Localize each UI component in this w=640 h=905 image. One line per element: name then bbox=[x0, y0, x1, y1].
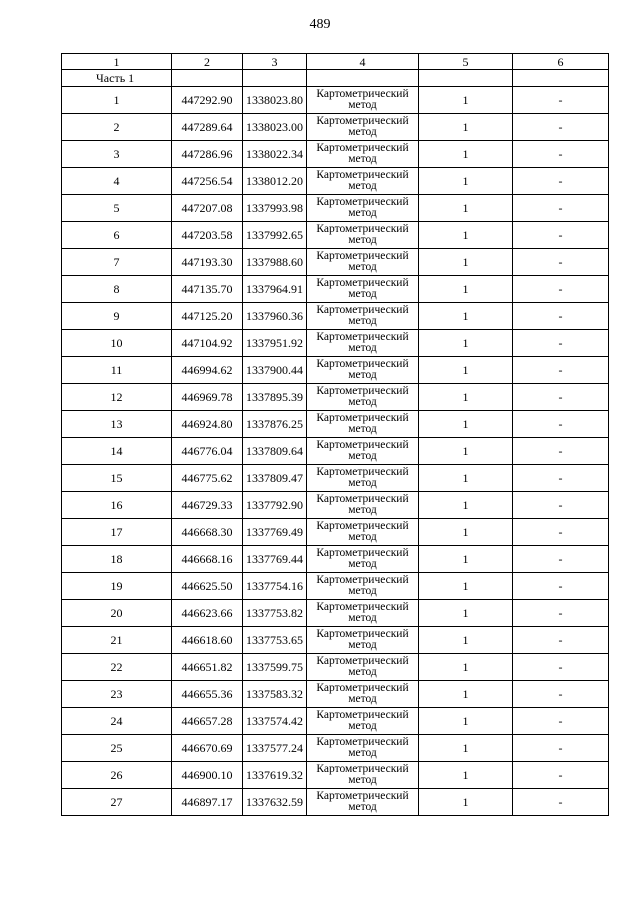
accuracy-cell: 1 bbox=[419, 141, 513, 168]
x-coordinate-cell: 446657.28 bbox=[172, 708, 243, 735]
point-number-cell: 4 bbox=[62, 168, 172, 195]
method-cell bbox=[307, 789, 419, 816]
y-coordinate-cell: 1338012.20 bbox=[243, 168, 307, 195]
x-coordinate-cell: 447135.70 bbox=[172, 276, 243, 303]
method-line-2: метод bbox=[348, 612, 377, 624]
accuracy-cell: 1 bbox=[419, 222, 513, 249]
accuracy-cell: 1 bbox=[419, 195, 513, 222]
note-cell: - bbox=[513, 276, 609, 303]
accuracy-cell: 1 bbox=[419, 168, 513, 195]
table-row bbox=[62, 681, 609, 708]
accuracy-cell: 1 bbox=[419, 114, 513, 141]
x-coordinate-cell: 446924.80 bbox=[172, 411, 243, 438]
x-coordinate-cell: 447203.58 bbox=[172, 222, 243, 249]
method-cell bbox=[307, 438, 419, 465]
table-row bbox=[62, 114, 609, 141]
empty-cell bbox=[419, 70, 513, 87]
point-number-cell: 1 bbox=[62, 87, 172, 114]
accuracy-cell: 1 bbox=[419, 384, 513, 411]
accuracy-cell: 1 bbox=[419, 627, 513, 654]
method-line-1: Картометрический bbox=[316, 547, 409, 559]
method-line-2: метод bbox=[348, 531, 377, 543]
method-cell bbox=[307, 357, 419, 384]
note-cell: - bbox=[513, 546, 609, 573]
x-coordinate-cell: 446670.69 bbox=[172, 735, 243, 762]
point-number-cell: 27 bbox=[62, 789, 172, 816]
method-line-2: метод bbox=[348, 126, 377, 138]
column-header: 1 bbox=[62, 54, 172, 70]
note-cell: - bbox=[513, 384, 609, 411]
point-number-cell: 17 bbox=[62, 519, 172, 546]
accuracy-cell: 1 bbox=[419, 492, 513, 519]
method-line-2: метод bbox=[348, 342, 377, 354]
method-line-1: Картометрический bbox=[316, 655, 409, 667]
method-line-1: Картометрический bbox=[316, 709, 409, 721]
method-line-2: метод bbox=[348, 396, 377, 408]
y-coordinate-cell: 1337753.65 bbox=[243, 627, 307, 654]
method-cell bbox=[307, 222, 419, 249]
column-header: 4 bbox=[307, 54, 419, 70]
method-cell bbox=[307, 195, 419, 222]
y-coordinate-cell: 1337900.44 bbox=[243, 357, 307, 384]
point-number-cell: 3 bbox=[62, 141, 172, 168]
column-header: 2 bbox=[172, 54, 243, 70]
method-cell bbox=[307, 303, 419, 330]
point-number-cell: 21 bbox=[62, 627, 172, 654]
page-number: 489 bbox=[309, 17, 331, 32]
y-coordinate-cell: 1337754.16 bbox=[243, 573, 307, 600]
table-row bbox=[62, 708, 609, 735]
x-coordinate-cell: 447193.30 bbox=[172, 249, 243, 276]
method-line-2: метод bbox=[348, 207, 377, 219]
y-coordinate-cell: 1338023.80 bbox=[243, 87, 307, 114]
point-number-cell: 24 bbox=[62, 708, 172, 735]
point-number-cell: 14 bbox=[62, 438, 172, 465]
table-row bbox=[62, 546, 609, 573]
note-cell: - bbox=[513, 87, 609, 114]
method-line-2: метод bbox=[348, 423, 377, 435]
method-line-2: метод bbox=[348, 234, 377, 246]
table-row bbox=[62, 249, 609, 276]
method-line-2: метод bbox=[348, 369, 377, 381]
note-cell: - bbox=[513, 600, 609, 627]
point-number-cell: 11 bbox=[62, 357, 172, 384]
method-line-1: Картометрический bbox=[316, 142, 409, 154]
point-number-cell: 23 bbox=[62, 681, 172, 708]
y-coordinate-cell: 1337960.36 bbox=[243, 303, 307, 330]
column-header: 5 bbox=[419, 54, 513, 70]
note-cell: - bbox=[513, 735, 609, 762]
method-line-1: Картометрический bbox=[316, 790, 409, 802]
method-cell bbox=[307, 249, 419, 276]
note-cell: - bbox=[513, 114, 609, 141]
point-number-cell: 16 bbox=[62, 492, 172, 519]
note-cell: - bbox=[513, 465, 609, 492]
y-coordinate-cell: 1337876.25 bbox=[243, 411, 307, 438]
note-cell: - bbox=[513, 411, 609, 438]
x-coordinate-cell: 446775.62 bbox=[172, 465, 243, 492]
y-coordinate-cell: 1337769.44 bbox=[243, 546, 307, 573]
x-coordinate-cell: 447256.54 bbox=[172, 168, 243, 195]
note-cell: - bbox=[513, 249, 609, 276]
y-coordinate-cell: 1337619.32 bbox=[243, 762, 307, 789]
x-coordinate-cell: 446897.17 bbox=[172, 789, 243, 816]
x-coordinate-cell: 446623.66 bbox=[172, 600, 243, 627]
point-number-cell: 18 bbox=[62, 546, 172, 573]
x-coordinate-cell: 446994.62 bbox=[172, 357, 243, 384]
y-coordinate-cell: 1337992.65 bbox=[243, 222, 307, 249]
x-coordinate-cell: 446651.82 bbox=[172, 654, 243, 681]
note-cell: - bbox=[513, 708, 609, 735]
y-coordinate-cell: 1337599.75 bbox=[243, 654, 307, 681]
x-coordinate-cell: 446655.36 bbox=[172, 681, 243, 708]
note-cell: - bbox=[513, 357, 609, 384]
x-coordinate-cell: 446668.16 bbox=[172, 546, 243, 573]
note-cell: - bbox=[513, 222, 609, 249]
accuracy-cell: 1 bbox=[419, 600, 513, 627]
table-row bbox=[62, 195, 609, 222]
method-line-1: Картометрический bbox=[316, 574, 409, 586]
point-number-cell: 20 bbox=[62, 600, 172, 627]
table-row bbox=[62, 465, 609, 492]
method-cell bbox=[307, 762, 419, 789]
table-row bbox=[62, 735, 609, 762]
note-cell: - bbox=[513, 438, 609, 465]
x-coordinate-cell: 447289.64 bbox=[172, 114, 243, 141]
point-number-cell: 25 bbox=[62, 735, 172, 762]
method-cell bbox=[307, 168, 419, 195]
method-cell bbox=[307, 330, 419, 357]
method-line-2: метод bbox=[348, 693, 377, 705]
x-coordinate-cell: 447292.90 bbox=[172, 87, 243, 114]
y-coordinate-cell: 1337964.91 bbox=[243, 276, 307, 303]
method-line-2: метод bbox=[348, 315, 377, 327]
accuracy-cell: 1 bbox=[419, 735, 513, 762]
table-row bbox=[62, 519, 609, 546]
y-coordinate-cell: 1337583.32 bbox=[243, 681, 307, 708]
y-coordinate-cell: 1337753.82 bbox=[243, 600, 307, 627]
table-row bbox=[62, 438, 609, 465]
method-line-2: метод bbox=[348, 666, 377, 678]
coordinates-table bbox=[61, 53, 609, 816]
method-cell bbox=[307, 114, 419, 141]
note-cell: - bbox=[513, 681, 609, 708]
method-line-1: Картометрический bbox=[316, 682, 409, 694]
point-number-cell: 7 bbox=[62, 249, 172, 276]
method-cell bbox=[307, 276, 419, 303]
accuracy-cell: 1 bbox=[419, 708, 513, 735]
y-coordinate-cell: 1337632.59 bbox=[243, 789, 307, 816]
accuracy-cell: 1 bbox=[419, 87, 513, 114]
note-cell: - bbox=[513, 654, 609, 681]
method-line-2: метод bbox=[348, 774, 377, 786]
y-coordinate-cell: 1337809.64 bbox=[243, 438, 307, 465]
x-coordinate-cell: 447286.96 bbox=[172, 141, 243, 168]
note-cell: - bbox=[513, 573, 609, 600]
method-line-2: метод bbox=[348, 558, 377, 570]
x-coordinate-cell: 446618.60 bbox=[172, 627, 243, 654]
method-cell bbox=[307, 735, 419, 762]
method-line-2: метод bbox=[348, 747, 377, 759]
method-line-2: метод bbox=[348, 180, 377, 192]
table-row bbox=[62, 627, 609, 654]
y-coordinate-cell: 1338023.00 bbox=[243, 114, 307, 141]
point-number-cell: 13 bbox=[62, 411, 172, 438]
method-line-1: Картометрический bbox=[316, 331, 409, 343]
table-row bbox=[62, 789, 609, 816]
accuracy-cell: 1 bbox=[419, 654, 513, 681]
part-label: Часть 1 bbox=[62, 70, 172, 87]
method-cell bbox=[307, 546, 419, 573]
point-number-cell: 10 bbox=[62, 330, 172, 357]
point-number-cell: 22 bbox=[62, 654, 172, 681]
point-number-cell: 26 bbox=[62, 762, 172, 789]
accuracy-cell: 1 bbox=[419, 411, 513, 438]
method-line-1: Картометрический bbox=[316, 520, 409, 532]
table-row bbox=[62, 384, 609, 411]
method-cell bbox=[307, 573, 419, 600]
method-line-1: Картометрический bbox=[316, 601, 409, 613]
accuracy-cell: 1 bbox=[419, 573, 513, 600]
empty-cell bbox=[513, 70, 609, 87]
method-line-1: Картометрический bbox=[316, 439, 409, 451]
accuracy-cell: 1 bbox=[419, 303, 513, 330]
column-header: 3 bbox=[243, 54, 307, 70]
x-coordinate-cell: 446969.78 bbox=[172, 384, 243, 411]
method-line-1: Картометрический bbox=[316, 493, 409, 505]
method-cell bbox=[307, 384, 419, 411]
x-coordinate-cell: 446625.50 bbox=[172, 573, 243, 600]
accuracy-cell: 1 bbox=[419, 330, 513, 357]
note-cell: - bbox=[513, 789, 609, 816]
y-coordinate-cell: 1337951.92 bbox=[243, 330, 307, 357]
method-line-2: метод bbox=[348, 504, 377, 516]
method-line-1: Картометрический bbox=[316, 169, 409, 181]
accuracy-cell: 1 bbox=[419, 546, 513, 573]
empty-cell bbox=[172, 70, 243, 87]
y-coordinate-cell: 1338022.34 bbox=[243, 141, 307, 168]
table-row bbox=[62, 411, 609, 438]
method-line-1: Картометрический bbox=[316, 196, 409, 208]
method-line-1: Картометрический bbox=[316, 412, 409, 424]
y-coordinate-cell: 1337809.47 bbox=[243, 465, 307, 492]
table-row bbox=[62, 573, 609, 600]
column-header: 6 bbox=[513, 54, 609, 70]
y-coordinate-cell: 1337769.49 bbox=[243, 519, 307, 546]
empty-cell bbox=[307, 70, 419, 87]
method-cell bbox=[307, 492, 419, 519]
y-coordinate-cell: 1337988.60 bbox=[243, 249, 307, 276]
method-line-2: метод bbox=[348, 801, 377, 813]
method-cell bbox=[307, 627, 419, 654]
method-line-1: Картометрический bbox=[316, 385, 409, 397]
method-line-1: Картометрический bbox=[316, 358, 409, 370]
point-number-cell: 9 bbox=[62, 303, 172, 330]
accuracy-cell: 1 bbox=[419, 519, 513, 546]
point-number-cell: 19 bbox=[62, 573, 172, 600]
method-cell bbox=[307, 519, 419, 546]
method-line-2: метод bbox=[348, 639, 377, 651]
table-row bbox=[62, 303, 609, 330]
method-line-1: Картометрический bbox=[316, 304, 409, 316]
accuracy-cell: 1 bbox=[419, 438, 513, 465]
method-cell bbox=[307, 708, 419, 735]
empty-cell bbox=[243, 70, 307, 87]
method-line-2: метод bbox=[348, 450, 377, 462]
note-cell: - bbox=[513, 141, 609, 168]
part-row bbox=[62, 70, 609, 87]
method-line-1: Картометрический bbox=[316, 250, 409, 262]
note-cell: - bbox=[513, 168, 609, 195]
point-number-cell: 15 bbox=[62, 465, 172, 492]
point-number-cell: 2 bbox=[62, 114, 172, 141]
method-cell bbox=[307, 87, 419, 114]
note-cell: - bbox=[513, 330, 609, 357]
x-coordinate-cell: 447104.92 bbox=[172, 330, 243, 357]
method-line-2: метод bbox=[348, 153, 377, 165]
table-row bbox=[62, 762, 609, 789]
method-line-1: Картометрический bbox=[316, 88, 409, 100]
method-cell bbox=[307, 465, 419, 492]
method-line-1: Картометрический bbox=[316, 223, 409, 235]
point-number-cell: 8 bbox=[62, 276, 172, 303]
x-coordinate-cell: 446668.30 bbox=[172, 519, 243, 546]
x-coordinate-cell: 446729.33 bbox=[172, 492, 243, 519]
accuracy-cell: 1 bbox=[419, 762, 513, 789]
method-line-1: Картометрический bbox=[316, 763, 409, 775]
method-line-2: метод bbox=[348, 261, 377, 273]
table-row bbox=[62, 87, 609, 114]
x-coordinate-cell: 447207.08 bbox=[172, 195, 243, 222]
method-line-1: Картометрический bbox=[316, 277, 409, 289]
y-coordinate-cell: 1337577.24 bbox=[243, 735, 307, 762]
table-row bbox=[62, 357, 609, 384]
method-cell bbox=[307, 654, 419, 681]
note-cell: - bbox=[513, 762, 609, 789]
accuracy-cell: 1 bbox=[419, 249, 513, 276]
table-row bbox=[62, 492, 609, 519]
table-body bbox=[62, 54, 609, 816]
method-cell bbox=[307, 411, 419, 438]
y-coordinate-cell: 1337993.98 bbox=[243, 195, 307, 222]
accuracy-cell: 1 bbox=[419, 357, 513, 384]
point-number-cell: 12 bbox=[62, 384, 172, 411]
table-row bbox=[62, 276, 609, 303]
note-cell: - bbox=[513, 303, 609, 330]
table-row bbox=[62, 654, 609, 681]
method-line-1: Картометрический bbox=[316, 466, 409, 478]
method-line-1: Картометрический bbox=[316, 736, 409, 748]
note-cell: - bbox=[513, 492, 609, 519]
note-cell: - bbox=[513, 627, 609, 654]
method-line-2: метод bbox=[348, 288, 377, 300]
point-number-cell: 5 bbox=[62, 195, 172, 222]
method-line-2: метод bbox=[348, 99, 377, 111]
method-line-1: Картометрический bbox=[316, 115, 409, 127]
header-row bbox=[62, 54, 609, 70]
method-line-2: метод bbox=[348, 585, 377, 597]
accuracy-cell: 1 bbox=[419, 789, 513, 816]
accuracy-cell: 1 bbox=[419, 681, 513, 708]
table-row bbox=[62, 168, 609, 195]
x-coordinate-cell: 447125.20 bbox=[172, 303, 243, 330]
table-row bbox=[62, 600, 609, 627]
table-row bbox=[62, 222, 609, 249]
y-coordinate-cell: 1337895.39 bbox=[243, 384, 307, 411]
method-line-1: Картометрический bbox=[316, 628, 409, 640]
y-coordinate-cell: 1337574.42 bbox=[243, 708, 307, 735]
accuracy-cell: 1 bbox=[419, 276, 513, 303]
note-cell: - bbox=[513, 519, 609, 546]
method-cell bbox=[307, 141, 419, 168]
x-coordinate-cell: 446776.04 bbox=[172, 438, 243, 465]
table-row bbox=[62, 141, 609, 168]
x-coordinate-cell: 446900.10 bbox=[172, 762, 243, 789]
accuracy-cell: 1 bbox=[419, 465, 513, 492]
method-cell bbox=[307, 600, 419, 627]
point-number-cell: 6 bbox=[62, 222, 172, 249]
method-cell bbox=[307, 681, 419, 708]
table-row bbox=[62, 330, 609, 357]
method-line-2: метод bbox=[348, 720, 377, 732]
note-cell: - bbox=[513, 195, 609, 222]
method-line-2: метод bbox=[348, 477, 377, 489]
y-coordinate-cell: 1337792.90 bbox=[243, 492, 307, 519]
